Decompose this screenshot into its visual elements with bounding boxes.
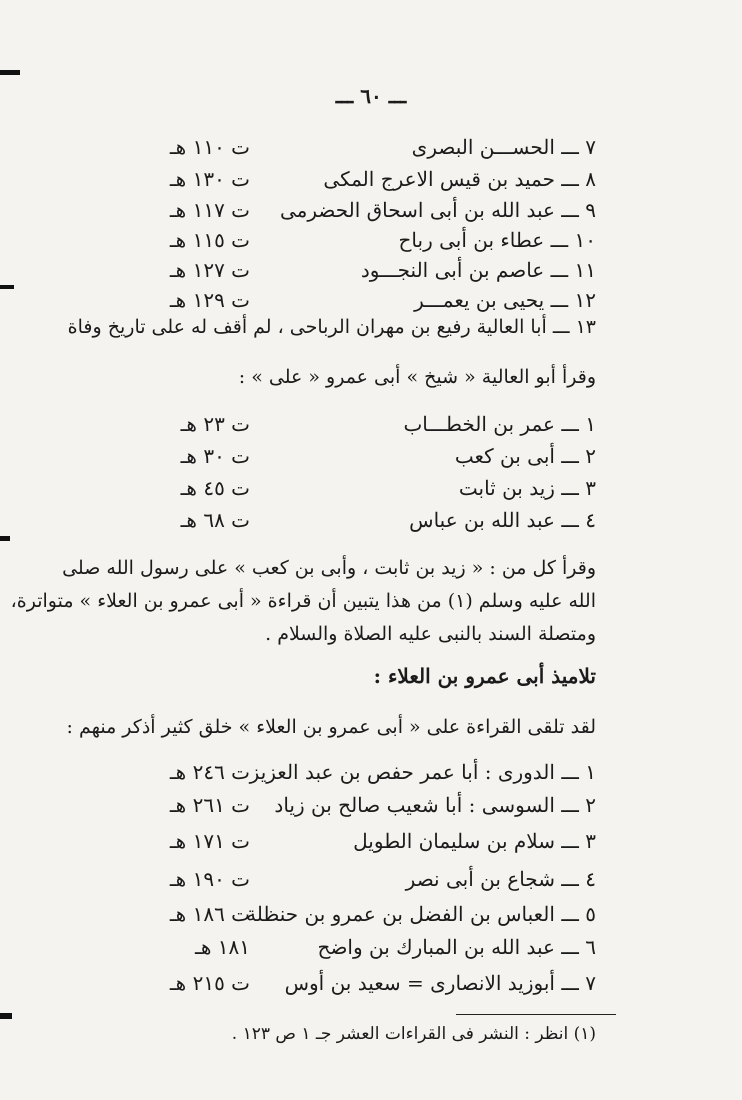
death-date: ت ١١٥ هـ xyxy=(169,228,250,252)
paragraph-line: وقرأ كل من : « زيد بن ثابت ، وأبى بن كعب » على رسول الله صلى xyxy=(62,557,596,579)
entry-name: ٦ ـــ عبد الله بن المبارك بن واضح xyxy=(317,935,596,959)
list-item xyxy=(0,441,742,471)
list-item xyxy=(0,790,742,820)
death-date: ت ١٣٠ هـ xyxy=(169,167,250,191)
entry-name: ٤ ـــ شجاع بن أبى نصر xyxy=(405,867,596,891)
page-number: ـــ ٦٠ ـــ xyxy=(335,84,407,108)
entry-name: ٣ ـــ زيد بن ثابت xyxy=(458,476,596,500)
list-item xyxy=(0,826,742,856)
entry-name: ٧ ـــ أبوزيد الانصارى = سعيد بن أوس xyxy=(284,971,596,995)
entry-name: ٨ ـــ حميد بن قيس الاعرج المكى xyxy=(323,167,596,191)
entry-name: ٤ ـــ عبد الله بن عباس xyxy=(409,508,596,532)
death-date: ت ١٢٧ هـ xyxy=(169,258,250,282)
entry-name: ١٢ ـــ يحيى بن يعمـــر xyxy=(414,288,596,312)
intro-line: وقرأ أبو العالية « شيخ » أبى عمرو « على » : xyxy=(238,366,596,388)
death-date: ت ١٧١ هـ xyxy=(169,829,250,853)
list-item xyxy=(0,757,742,787)
list-item xyxy=(0,164,742,194)
death-date: ت ١٩٠ هـ xyxy=(169,867,250,891)
death-date: ١٨١ هـ xyxy=(195,935,250,959)
list-item xyxy=(0,932,742,962)
list-item xyxy=(0,968,742,998)
death-date: ت ١٨٦ هـ xyxy=(169,902,250,926)
footnote: (١) انظر : النشر فى القراءات العشر جـ ١ ص ١٢٣ . xyxy=(231,1024,596,1044)
list-item xyxy=(0,225,742,255)
entry-name: ٩ ـــ عبد الله بن أبى اسحاق الحضرمى xyxy=(279,198,596,222)
list-item xyxy=(0,473,742,503)
scan-mark xyxy=(0,1013,12,1019)
paragraph-line: الله عليه وسلم (١) من هذا يتبين أن قراءة « أبى عمرو بن العلاء » متواترة، xyxy=(10,590,596,612)
death-date: ت ٣٠ هـ xyxy=(180,444,250,468)
list-item xyxy=(0,285,742,315)
death-date: ت ٢٣ هـ xyxy=(180,412,250,436)
death-date: ت ٦٨ هـ xyxy=(180,508,250,532)
death-date: ت ٢١٥ هـ xyxy=(169,971,250,995)
list-item xyxy=(0,864,742,894)
entry-name: ١ ـــ الدورى : أبا عمر حفص بن عبد العزيز xyxy=(249,760,596,784)
footnote-divider xyxy=(456,1014,616,1015)
death-date: ت ٢٦١ هـ xyxy=(169,793,250,817)
entry-name: ١٠ ـــ عطاء بن أبى رباح xyxy=(398,228,596,252)
death-date: ت ١٢٩ هـ xyxy=(169,288,250,312)
entry-name: ١١ ـــ عاصم بن أبى النجـــود xyxy=(360,258,596,282)
death-date: ت ١١٠ هـ xyxy=(169,135,250,159)
list-item-13: ١٣ ـــ أبا العالية رفيع بن مهران الرباحى ، لم أقف له على تاريخ وفاة xyxy=(67,316,596,338)
list-item xyxy=(0,409,742,439)
entry-name: ٧ ـــ الحســـن البصرى xyxy=(411,135,596,159)
entry-name: ٣ ـــ سلام بن سليمان الطويل xyxy=(353,829,596,853)
death-date: ت ٤٥ هـ xyxy=(180,476,250,500)
entry-name: ٢ ـــ السوسى : أبا شعيب صالح بن زياد xyxy=(274,793,596,817)
body-paragraph xyxy=(10,552,596,651)
entry-name: ٢ ـــ أبى بن كعب xyxy=(454,444,596,468)
list-item xyxy=(0,132,742,162)
death-date: ت ١١٧ هـ xyxy=(169,198,250,222)
students-intro: لقد تلقى القراءة على « أبى عمرو بن العلاء » خلق كثير أذكر منهم : xyxy=(66,716,596,738)
entry-name: ١ ـــ عمر بن الخطـــاب xyxy=(403,412,596,436)
section-heading: تلاميذ أبى عمرو بن العلاء : xyxy=(373,664,596,688)
scan-mark xyxy=(0,70,20,75)
list-item xyxy=(0,195,742,225)
list-item xyxy=(0,255,742,285)
scan-mark xyxy=(0,536,10,541)
list-item xyxy=(0,505,742,535)
entry-name: ٥ ـــ العباس بن الفضل بن عمرو بن حنظلة xyxy=(246,902,596,926)
death-date: ت ٢٤٦ هـ xyxy=(169,760,250,784)
list-item xyxy=(0,899,742,929)
paragraph-line: ومتصلة السند بالنبى عليه الصلاة والسلام . xyxy=(265,623,596,645)
